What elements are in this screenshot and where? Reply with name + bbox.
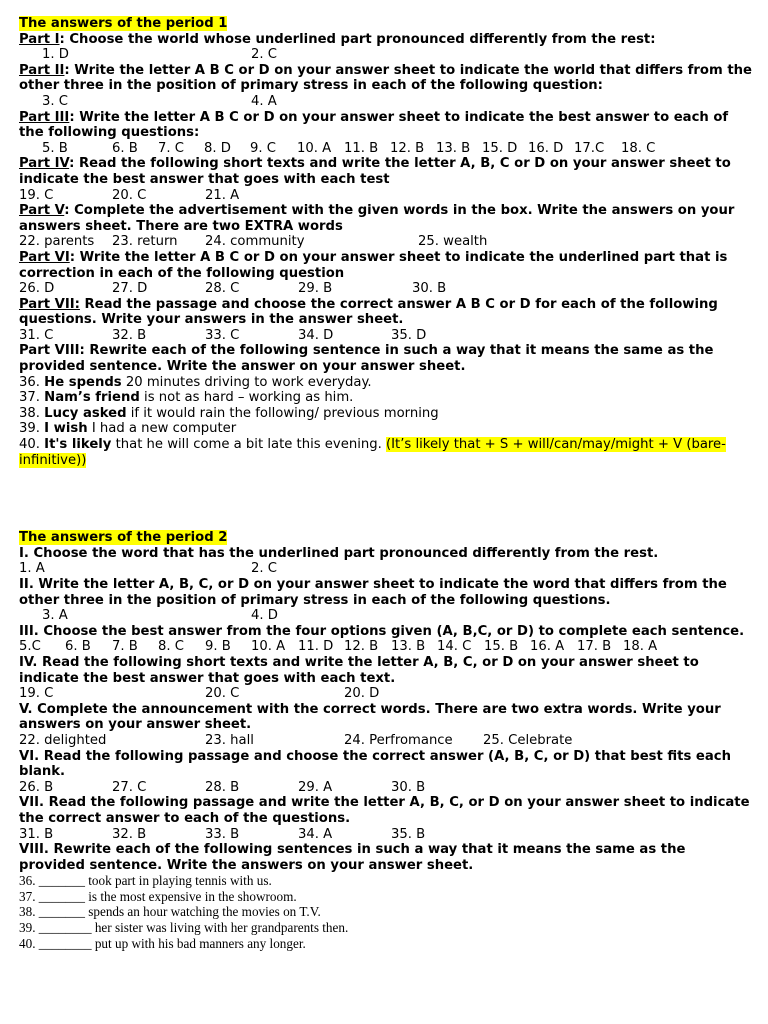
- answer: 15. D: [482, 140, 518, 156]
- p1-sentence-37: 37. Nam’s friend is not as hard – working as him.: [19, 390, 354, 406]
- answer: 25. wealth: [418, 234, 488, 250]
- p1-part-8-instruction: Part VIII: Rewrite each of the following sentence in such a way that it means the same as the provided sentence. Write the answer on your answer sheet.: [19, 343, 714, 375]
- answer-document: [19, 16, 753, 951]
- p2-part-2-instruction: II. Write the letter A, B, C, or D on your answer sheet to indicate the word that differs from the other three in the position of primary stress in each of the following questions.: [19, 577, 727, 608]
- answer: 25. Celebrate: [483, 732, 573, 748]
- answer: 3. A: [42, 608, 68, 624]
- p1-part-4-answers: [19, 188, 753, 204]
- p2-blank-40: 40. ________ put up with his bad manners any longer.: [19, 935, 306, 951]
- answer: 5. B: [42, 140, 68, 156]
- answer: 9. C: [250, 140, 276, 156]
- answer: 18. C: [621, 140, 656, 156]
- answer: 15. B: [484, 639, 519, 655]
- p1-part-1-answers: [19, 47, 753, 63]
- p1-sentence-36: 36. He spends 20 minutes driving to work everyday.: [19, 374, 372, 390]
- answer: 17.C: [574, 140, 605, 156]
- answer: 33. B: [205, 826, 240, 842]
- p1-part-4-instruction: Part IV: Read the following short texts and write the letter A, B, C or D on your answer sheet to indicate the best answer that goes with each test: [19, 156, 731, 187]
- period-1-title: The answers of the period 1: [19, 16, 228, 31]
- answer: 29. B: [298, 281, 333, 297]
- period-2-title: The answers of the period 2: [19, 530, 228, 546]
- answer: 11. D: [298, 639, 334, 655]
- answer: 4. A: [251, 93, 277, 109]
- answer: 32. B: [112, 826, 147, 842]
- p2-part-5-answers: [19, 733, 753, 749]
- answer: 27. D: [112, 281, 148, 297]
- answer: 24. Perfromance: [344, 732, 453, 748]
- answer: 13. B: [436, 140, 471, 156]
- answer: 19. C: [19, 187, 54, 203]
- answer: 12. B: [390, 140, 425, 156]
- p1-part-3-instruction: Part III: Write the letter A B C or D on your answer sheet to indicate the best answer to each of the following questions:: [19, 109, 729, 141]
- p2-part-2-answers: [19, 608, 753, 624]
- p1-part-5-instruction: Part V: Complete the advertisement with the given words in the box. Write the answers on your answers sheet. There are two EXTRA words: [19, 203, 735, 234]
- answer: 13. B: [391, 639, 426, 655]
- answer: 18. A: [623, 639, 658, 655]
- answer: 1. A: [19, 561, 45, 577]
- answer: 27. C: [112, 779, 147, 795]
- p1-part-6-answers: [19, 281, 753, 297]
- answer: 31. C: [19, 327, 54, 343]
- answer: 3. C: [42, 93, 68, 109]
- answer: 35. D: [391, 327, 427, 343]
- p2-part-5-instruction: V. Complete the announcement with the correct words. There are two extra words. Write your answers on your answer sheet.: [19, 701, 721, 733]
- answer: 4. D: [251, 608, 278, 624]
- p1-part-7-instruction: Part VII: Read the passage and choose the correct answer A B C or D for each of the following questions. Write your answers in the answer sheet.: [19, 296, 718, 328]
- answer: 34. A: [298, 826, 333, 842]
- answer: 35. B: [391, 826, 426, 842]
- p2-blank-39: 39. ________ her sister was living with her grandparents then.: [19, 920, 349, 936]
- p2-part-3-answers: [19, 639, 753, 655]
- answer: 9. B: [205, 639, 231, 655]
- answer: 1. D: [42, 47, 69, 63]
- answer: 7. B: [112, 639, 138, 655]
- p1-part-6-instruction: Part VI: Write the letter A B C or D on your answer sheet to indicate the underlined part that is correction in each of the following question: [19, 249, 728, 281]
- p2-part-8-instruction: VIII. Rewrite each of the following sentences in such a way that it means the same as the provided sentence. Write the answers on your answer sheet.: [19, 842, 686, 873]
- p1-sentence-39: 39. I wish I had a new computer: [19, 421, 237, 437]
- answer: 14. C: [437, 639, 472, 655]
- answer: 16. A: [530, 639, 565, 655]
- period-1-heading: [19, 16, 753, 32]
- answer: 23. hall: [205, 732, 254, 748]
- highlighted-note: (It’s likely that + S + will/can/may/might + V (bare-infinitive)): [19, 437, 726, 468]
- answer: 11. B: [344, 140, 379, 156]
- answer: 29. A: [298, 779, 333, 795]
- answer: 26. D: [19, 281, 55, 297]
- answer: 10. A: [251, 639, 286, 655]
- p1-part-2-instruction: Part II: Write the letter A B C or D on your answer sheet to indicate the world that differs from the other three in the position of primary stress in each of the following question:: [19, 62, 752, 94]
- answer: 22. delighted: [19, 732, 107, 748]
- answer: 8. C: [158, 639, 184, 655]
- p2-part-4-instruction: IV. Read the following short texts and write the letter A, B, C, or D on your answer sheet to indicate the best answer that goes with each text.: [19, 654, 699, 686]
- answer: 24. community: [205, 234, 305, 250]
- p1-part-7-answers: [19, 328, 753, 344]
- answer: 16. D: [528, 140, 564, 156]
- answer: 6. B: [112, 140, 138, 156]
- p2-part-7-answers: [19, 827, 753, 843]
- answer: 8. D: [204, 140, 231, 156]
- answer: 20. D: [344, 686, 380, 702]
- p2-blank-37: 37. _______ is the most expensive in the showroom.: [19, 888, 297, 904]
- p1-part-5-answers: [19, 234, 753, 250]
- answer: 2. C: [251, 47, 277, 63]
- answer: 33. C: [205, 327, 240, 343]
- answer: 10. A: [297, 140, 332, 156]
- p1-part-2-answers: [19, 94, 753, 110]
- p1-part-3-answers: [19, 141, 753, 157]
- answer: 31. B: [19, 826, 54, 842]
- p1-part-1-instruction: Part I: Choose the world whose underlined part pronounced differently from the rest:: [19, 31, 656, 47]
- answer: 32. B: [112, 327, 147, 343]
- answer: 20. C: [205, 686, 240, 702]
- answer: 30. B: [412, 281, 447, 297]
- answer: 6. B: [65, 639, 91, 655]
- answer: 21. A: [205, 187, 240, 203]
- p2-blank-36: 36. _______ took part in playing tennis with us.: [19, 873, 272, 889]
- answer: 30. B: [391, 779, 426, 795]
- answer: 20. C: [112, 187, 147, 203]
- answer: 22. parents: [19, 234, 95, 250]
- answer: 34. D: [298, 327, 334, 343]
- p2-blank-38: 38. _______ spends an hour watching the movies on T.V.: [19, 904, 321, 920]
- answer: 7. C: [158, 140, 184, 156]
- p2-part-4-answers: [19, 686, 753, 702]
- p1-sentence-38: 38. Lucy asked if it would rain the following/ previous morning: [19, 405, 439, 421]
- answer: 2. C: [251, 561, 277, 577]
- answer: 19. C: [19, 686, 54, 702]
- p2-part-6-answers: [19, 780, 753, 796]
- p2-part-7-instruction: VII. Read the following passage and write the letter A, B, C, or D on your answer sheet to indicate the correct answer to each of the questions.: [19, 795, 750, 826]
- answer: 17. B: [577, 639, 612, 655]
- p2-part-1-answers: [19, 561, 753, 577]
- period-2-heading: [19, 530, 753, 546]
- answer: 28. B: [205, 779, 240, 795]
- answer: 26. B: [19, 779, 54, 795]
- answer: 12. B: [344, 639, 379, 655]
- answer: 5.C: [19, 639, 41, 655]
- p2-part-3-instruction: III. Choose the best answer from the four options given (A, B,C, or D) to complete each sentence.: [19, 623, 745, 639]
- answer: 23. return: [112, 234, 178, 250]
- p2-part-6-instruction: VI. Read the following passage and choose the correct answer (A, B, C, or D) that best fits each blank.: [19, 748, 731, 780]
- answer: 28. C: [205, 281, 240, 297]
- p1-sentence-40: 40. It's likely that he will come a bit late this evening. (It’s likely that + S + will/can/may/might + V (bare-infinitive)): [19, 437, 726, 468]
- p2-part-1-instruction: I. Choose the word that has the underlined part pronounced differently from the rest.: [19, 545, 659, 561]
